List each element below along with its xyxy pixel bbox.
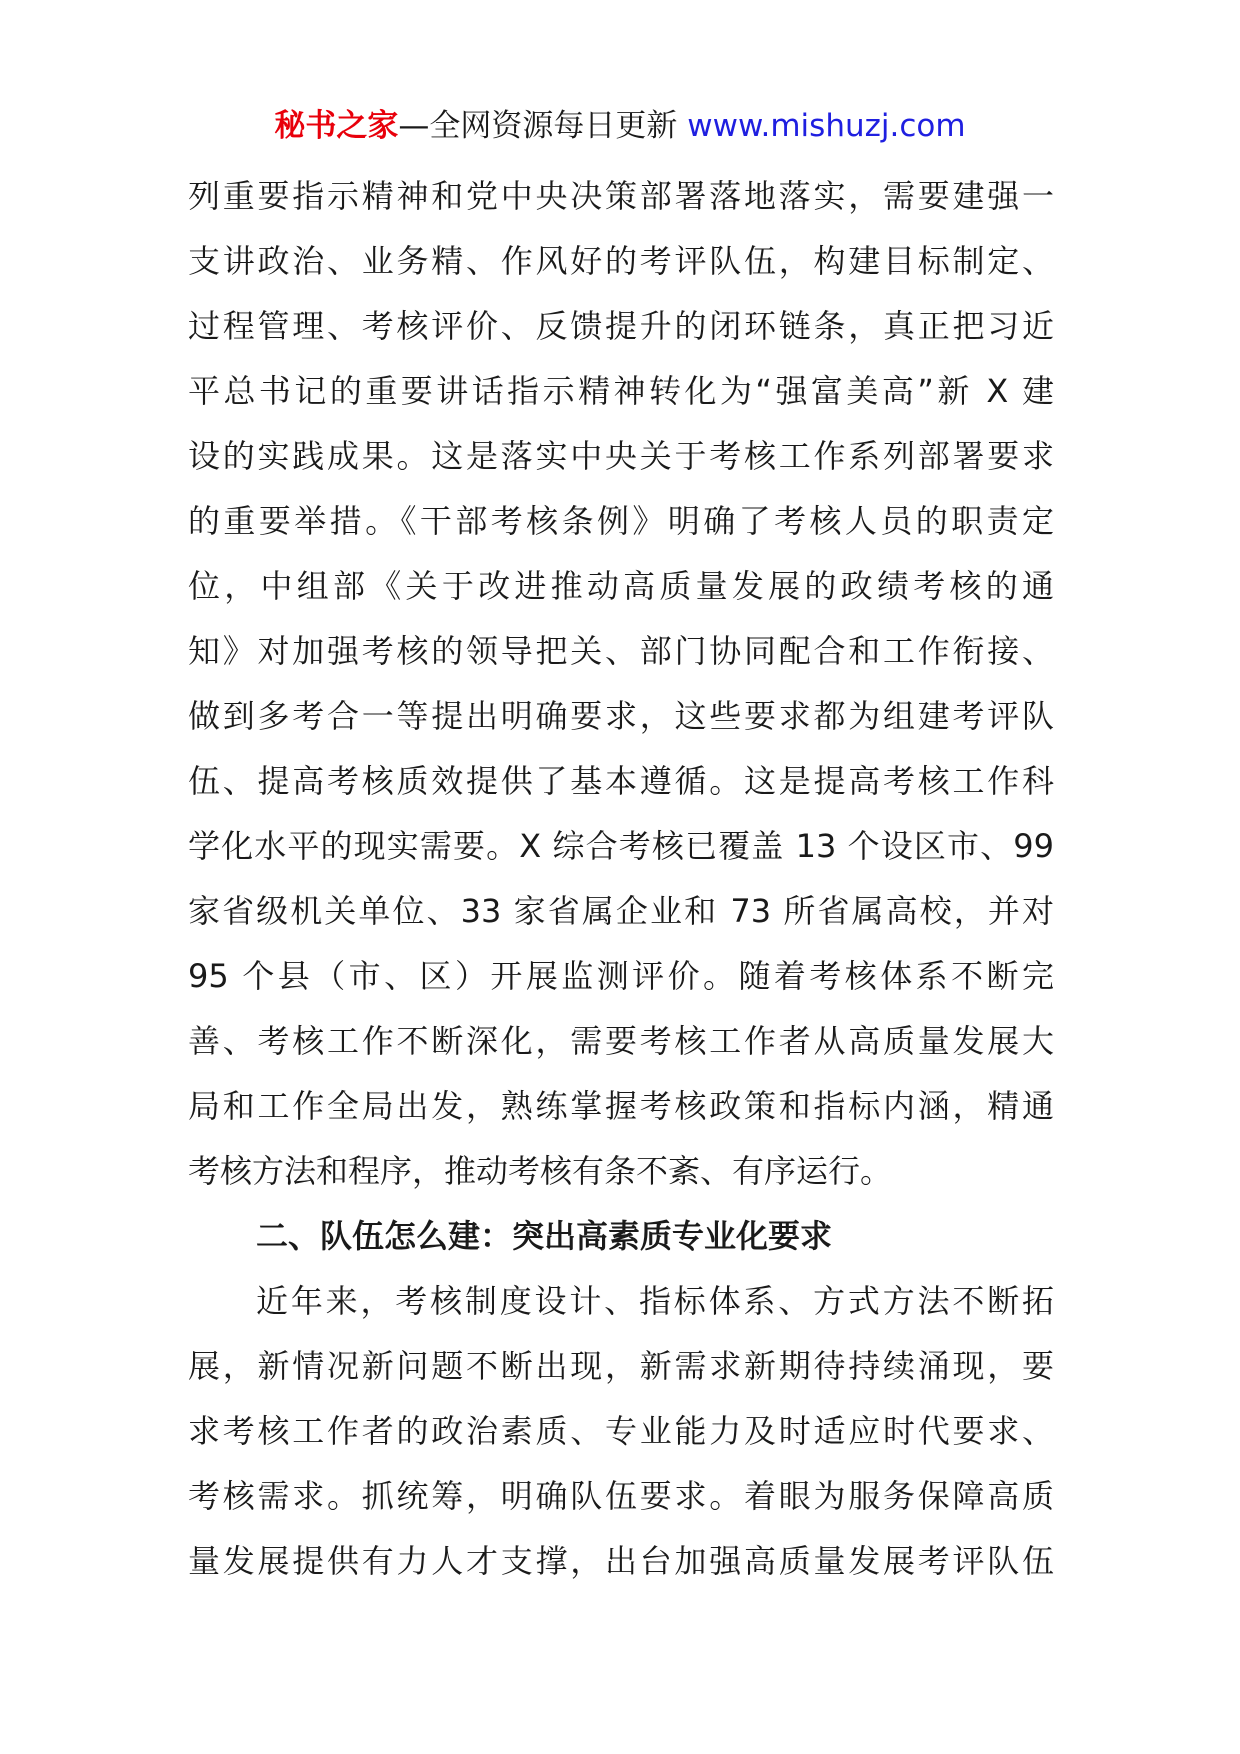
text-line: 考核需求。抓统筹，明确队伍要求。着眼为服务保障高质 <box>188 1477 1054 1515</box>
text-line: 量发展提供有力人才支撑，出台加强高质量发展考评队伍 <box>188 1542 1054 1580</box>
text-line: 考核方法和程序，推动考核有条不紊、有序运行。 <box>188 1152 893 1190</box>
text-line: 学化水平的现实需要。X 综合考核已覆盖 13 个设区市、99 <box>188 827 1054 865</box>
site-tagline: —全网资源每日更新 <box>398 108 678 144</box>
text-line: 伍、提高考核质效提供了基本遵循。这是提高考核工作科 <box>188 762 1054 800</box>
text-line: 设的实践成果。这是落实中央关于考核工作系列部署要求 <box>188 437 1054 475</box>
text-line: 家省级机关单位、33 家省属企业和 73 所省属高校，并对 <box>188 892 1054 930</box>
text-line: 求考核工作者的政治素质、专业能力及时适应时代要求、 <box>188 1412 1054 1450</box>
text-line: 近年来，考核制度设计、指标体系、方式方法不断拓 <box>256 1282 1054 1320</box>
text-line: 局和工作全局出发，熟练掌握考核政策和指标内涵，精通 <box>188 1087 1054 1125</box>
text-line: 知》对加强考核的领导把关、部门协同配合和工作衔接、 <box>188 632 1054 670</box>
text-line: 做到多考合一等提出明确要求，这些要求都为组建考评队 <box>188 697 1054 735</box>
site-brand: 秘书之家 <box>274 108 399 144</box>
section-heading: 二、队伍怎么建：突出高素质专业化要求 <box>256 1217 833 1255</box>
site-header <box>0 104 1240 148</box>
document-body <box>188 164 1054 1594</box>
text-line: 善、考核工作不断深化，需要考核工作者从高质量发展大 <box>188 1022 1054 1060</box>
text-line: 支讲政治、业务精、作风好的考评队伍，构建目标制定、 <box>188 242 1054 280</box>
text-line: 的重要举措。《干部考核条例》明确了考核人员的职责定 <box>188 502 1054 540</box>
site-url-link[interactable]: www.mishuzj.com <box>687 108 966 144</box>
text-line: 95 个县（市、区）开展监测评价。随着考核体系不断完 <box>188 957 1054 995</box>
text-line: 平总书记的重要讲话指示精神转化为“强富美高”新 X 建 <box>188 372 1054 410</box>
text-line: 列重要指示精神和党中央决策部署落地落实，需要建强一 <box>188 177 1054 215</box>
text-line: 位，中组部《关于改进推动高质量发展的政绩考核的通 <box>188 567 1054 605</box>
text-line: 过程管理、考核评价、反馈提升的闭环链条，真正把习近 <box>188 307 1054 345</box>
text-line: 展，新情况新问题不断出现，新需求新期待持续涌现，要 <box>188 1347 1054 1385</box>
